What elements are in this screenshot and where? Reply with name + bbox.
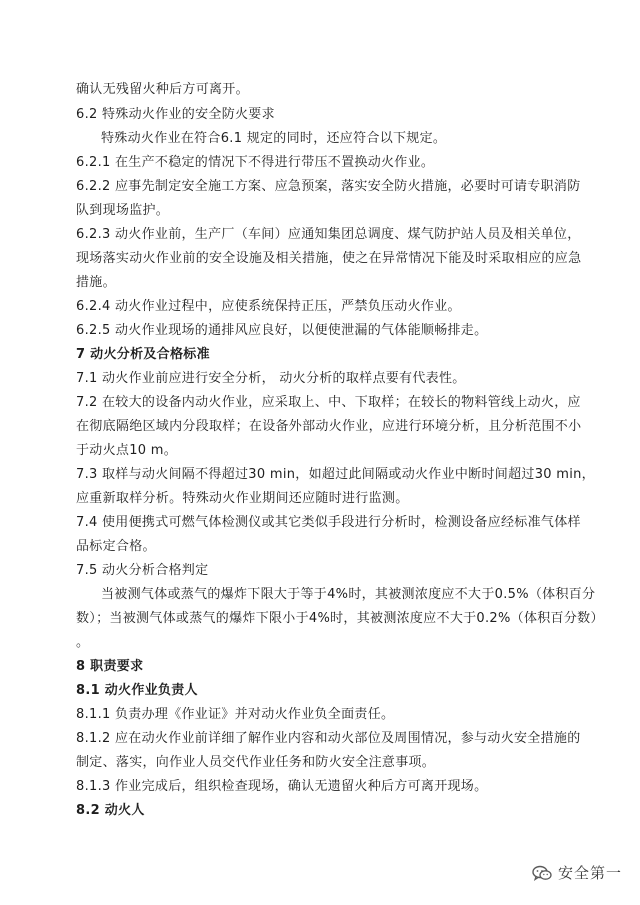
text-line: 8.1.3 作业完成后，组织检查现场，确认无遗留火种后方可离开现场。 [76, 779, 488, 794]
text-line: 制定、落实，向作业人员交代作业任务和防火安全注意事项。 [76, 755, 436, 770]
text-line: 8.1.2 应在动火作业前详细了解作业内容和动火部位及周围情况，参与动火安全措施的 [76, 731, 581, 746]
text-line: 。 [76, 635, 90, 650]
text-line: 7.3 取样与动火间隔不得超过30 min，如超过此间隔或动火作业中断时间超过30 min， [76, 467, 595, 482]
text-line: 6.2.3 动火作业前，生产厂（车间）应通知集团总调度、煤气防护站人员及相关单位， [76, 227, 581, 242]
text-line: 队到现场监护。 [76, 203, 170, 218]
section-heading-8-1: 8.1 动火作业负责人 [76, 683, 198, 698]
text-line: 7.4 使用便携式可燃气体检测仪或其它类似手段进行分析时，检测设备应经标准气体样 [76, 515, 581, 530]
watermark-text: 安全第一 [557, 864, 622, 882]
text-line: 当被测气体或蒸气的爆炸下限大于等于4%时，其被测浓度应不大于0.5%（体积百分 [101, 587, 596, 602]
text-line: 6.2.2 应事先制定安全施工方案、应急预案，落实安全防火措施，必要时可请专职消防 [76, 179, 581, 194]
wechat-icon [532, 865, 552, 881]
text-line: 8.1.1 负责办理《作业证》并对动火作业负全面责任。 [76, 707, 395, 722]
text-line: 7.2 在较大的设备内动火作业，应采取上、中、下取样；在较长的物料管线上动火，应 [76, 395, 581, 410]
text-line: 于动火点10 m。 [76, 443, 178, 458]
text-line: 6.2.4 动火作业过程中，应使系统保持正压，严禁负压动火作业。 [76, 299, 461, 314]
text-line: 确认无残留火种后方可离开。 [76, 82, 249, 97]
section-heading-8-2: 8.2 动火人 [76, 803, 145, 818]
section-heading-7: 7 动火分析及合格标准 [76, 347, 210, 362]
text-line: 特殊动火作业在符合6.1 规定的同时，还应符合以下规定。 [101, 131, 447, 146]
text-line: 应重新取样分析。特殊动火作业期间还应随时进行监测。 [76, 491, 409, 506]
text-line: 现场落实动火作业前的安全设施及相关措施，使之在异常情况下能及时采取相应的应急 [76, 251, 582, 266]
section-heading-6-2: 6.2 特殊动火作业的安全防火要求 [76, 107, 275, 122]
text-line: 在彻底隔绝区域内分段取样；在设备外部动火作业，应进行环境分析，且分析范围不小 [76, 419, 582, 434]
text-line: 7.1 动火作业前应进行安全分析， 动火分析的取样点要有代表性。 [76, 371, 466, 386]
watermark [532, 862, 622, 883]
text-line: 措施。 [76, 275, 116, 290]
text-line: 6.2.5 动火作业现场的通排风应良好，以便使泄漏的气体能顺畅排走。 [76, 323, 488, 338]
text-line: 数）；当被测气体或蒸气的爆炸下限小于4%时，其被测浓度应不大于0.2%（体积百分数） [76, 611, 604, 626]
text-line: 品标定合格。 [76, 539, 156, 554]
section-heading-7-5: 7.5 动火分析合格判定 [76, 563, 209, 578]
section-heading-8: 8 职责要求 [76, 659, 144, 674]
text-line: 6.2.1 在生产不稳定的情况下不得进行带压不置换动火作业。 [76, 155, 435, 170]
